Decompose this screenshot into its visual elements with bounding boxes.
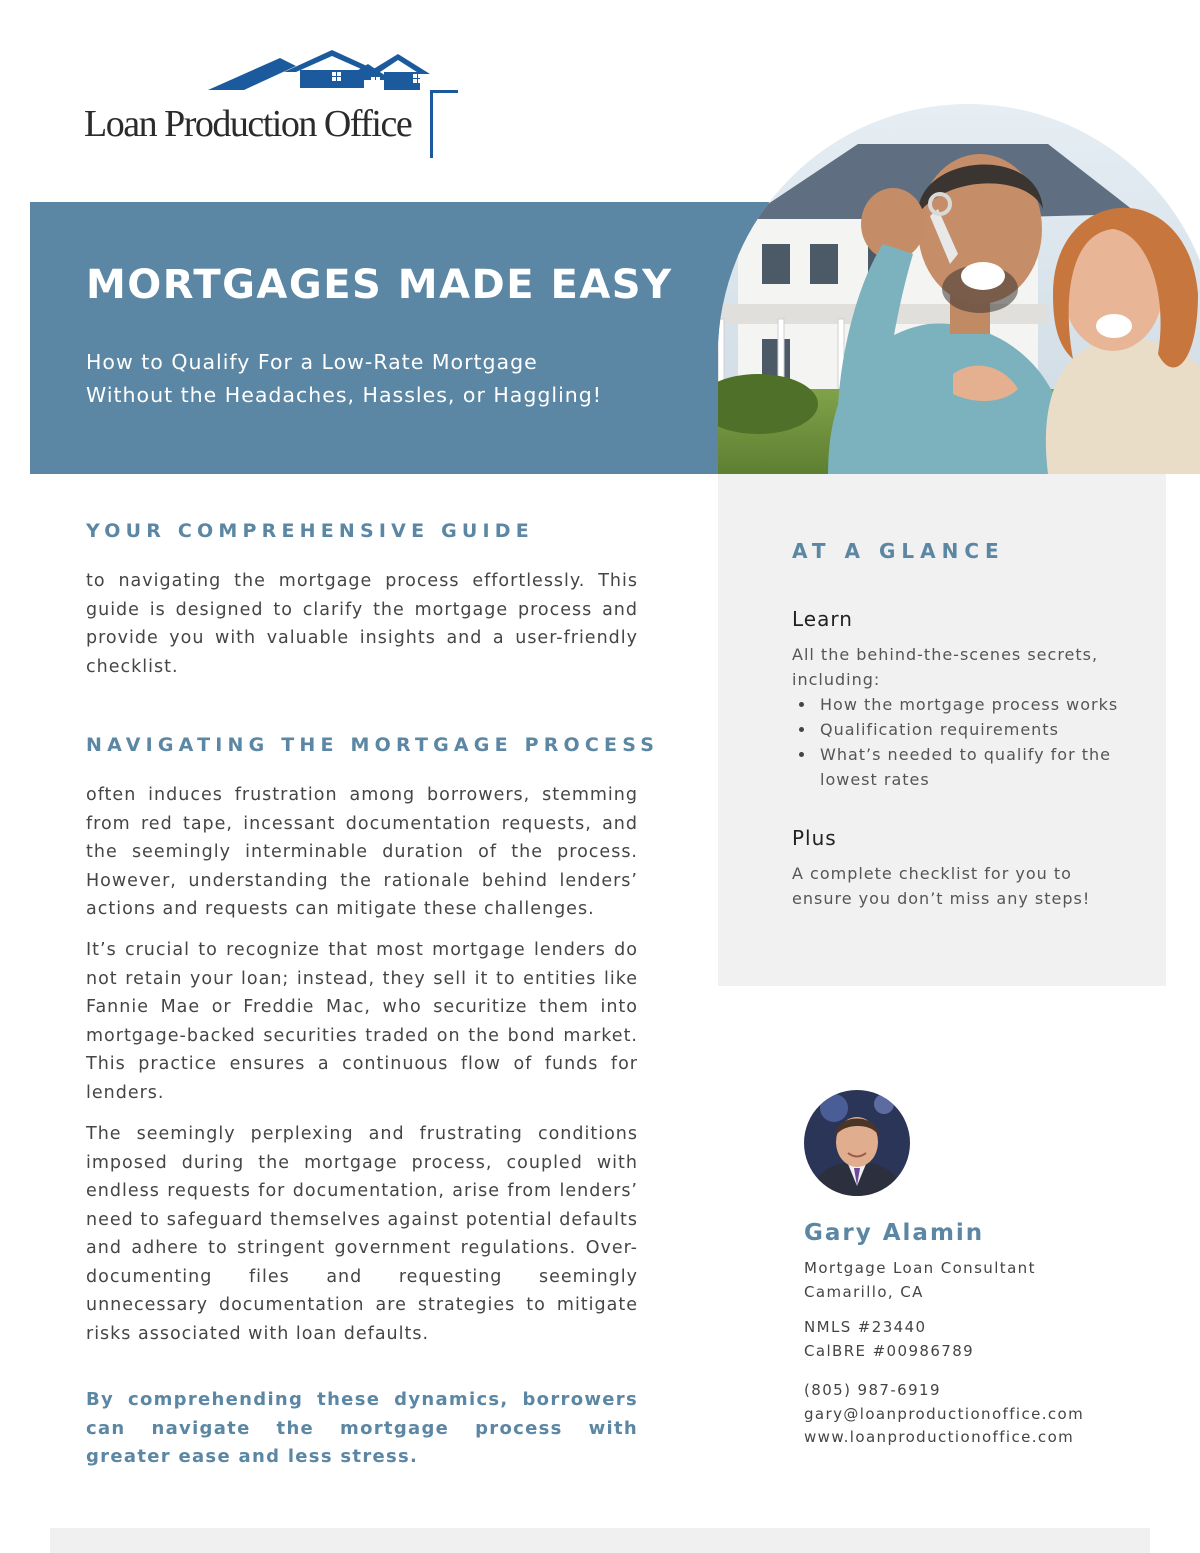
phone-number[interactable]: (805) 987-6919: [804, 1381, 941, 1399]
process-heading: NAVIGATING THE MORTGAGE PROCESS: [86, 734, 660, 756]
hero-subtitle: [86, 346, 686, 412]
learn-title: Learn: [792, 607, 853, 631]
nmls-number: NMLS #23440: [804, 1318, 927, 1336]
list-item: What’s needed to qualify for the lowest rates: [792, 742, 1132, 792]
process-paragraph-3: The seemingly perplexing and frustrating conditions imposed during the mortgage process, coupled with endless requests for documentation, arise from lenders’ need to safeguard themselves against potential defaults and adhere to stringent government regulations. Over-documenting files and requesting seemingly unnecessary documentation are strategies to mitigate risks associated with loan defaults.: [86, 1124, 638, 1344]
footer-bar: [50, 1528, 1150, 1553]
closing-statement: By comprehending these dynamics, borrowers can navigate the mortgage process with greater ease and less stress.: [86, 1389, 638, 1467]
process-paragraph-1: often induces frustration among borrowers, stemming from red tape, incessant documentation requests, and the seemingly interminable duration of the process. However, understanding the rationale behind lenders’ actions and requests can mitigate these challenges.: [86, 785, 638, 919]
consultant-avatar: [804, 1090, 910, 1196]
list-item: How the mortgage process works: [792, 692, 1132, 717]
hero-subtitle-line-2: Without the Headaches, Hassles, or Haggling!: [86, 383, 603, 407]
guide-paragraph: to navigating the mortgage process effortlessly. This guide is designed to clarify the mortgage process and provide you with valuable insights and a user-friendly checklist.: [86, 571, 638, 677]
plus-text: A complete checklist for you to ensure you don’t miss any steps!: [792, 864, 1091, 908]
glance-heading: AT A GLANCE: [792, 539, 1005, 563]
hero-title: MORTGAGES MADE EASY: [86, 262, 673, 308]
hero-subtitle-line-1: How to Qualify For a Low-Rate Mortgage: [86, 350, 538, 374]
learn-list: [792, 692, 1132, 792]
consultant-location: Camarillo, CA: [804, 1283, 924, 1301]
email-link[interactable]: gary@loanproductionoffice.com: [804, 1405, 1085, 1423]
learn-intro: All the behind-the-scenes secrets, including:: [792, 645, 1099, 689]
guide-heading: YOUR COMPREHENSIVE GUIDE: [86, 520, 534, 542]
consultant-title: Mortgage Loan Consultant: [804, 1259, 1036, 1277]
company-logo: [84, 48, 464, 160]
list-item: Qualification requirements: [792, 717, 1132, 742]
hero-photo: [718, 104, 1200, 474]
consultant-name: Gary Alamin: [804, 1220, 985, 1246]
hero-banner: [30, 202, 790, 474]
calbre-number: CalBRE #00986789: [804, 1342, 975, 1360]
process-paragraph-2: It’s crucial to recognize that most mortgage lenders do not retain your loan; instead, they sell it to entities like Fannie Mae or Freddie Mac, who securitize them into mortgage-backed securities traded on the bond market. This practice ensures a continuous flow of funds for lenders.: [86, 940, 638, 1103]
website-link[interactable]: www.loanproductionoffice.com: [804, 1428, 1075, 1446]
plus-title: Plus: [792, 826, 837, 850]
logo-wordmark: Loan Production Office: [84, 103, 412, 145]
